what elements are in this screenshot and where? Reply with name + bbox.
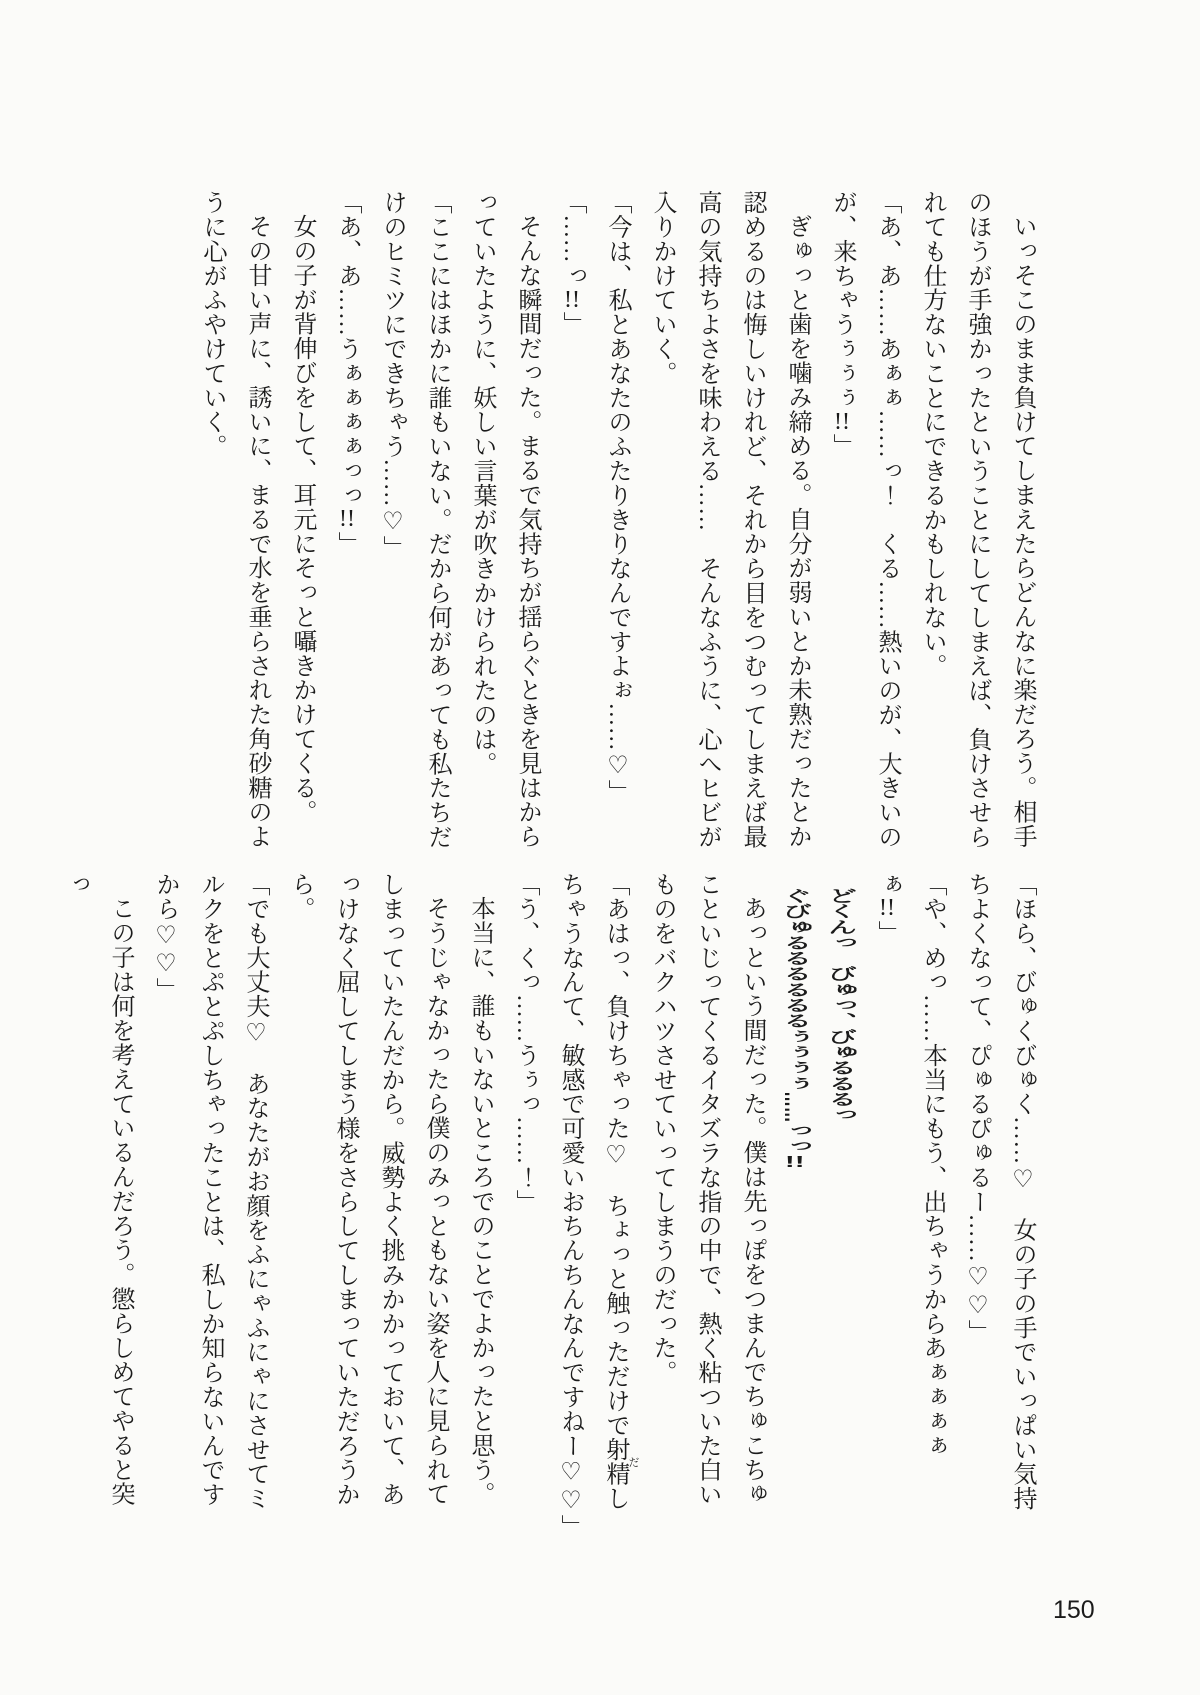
paragraph-dialogue: 「や、めっ……本当にもう、出ちゃうからあぁぁぁぁぁ!!」 [874, 872, 945, 1458]
paragraph-dialogue: 「今は、私とあなたのふたりきりなんですよぉ……♡」 [604, 190, 630, 804]
paragraph-sfx: ぐびゅるるるるるるぅぅぅぅ……っっ!! [778, 887, 812, 1170]
passage-bottom [62, 872, 1044, 1539]
paragraph-narration: いっそこのまま負けてしまえたらどんなに楽だろう。相手のほうが手強かったということにしてしまえば、負けさせられても仕方ないことにできるかもしれない。 [919, 190, 1035, 849]
paragraph-dialogue: 「ほら、びゅくびゅく……♡ 女の子の手でいっぱい気持ちよくなって、ぴゅるぴゅるー……♡♡」 [964, 872, 1035, 1511]
paragraph-narration: この子は何を考えているんだろう。懲らしめてやると突っ [62, 872, 133, 1506]
tate-chu-yoko: !! [339, 507, 355, 532]
paragraph-dialogue: 「でも大丈夫♡ あなたがお顔をふにゃふにゃにさせてミルクをとぷとぷしちゃったことは、私しか知らないんですから♡♡」 [152, 872, 268, 1511]
paragraph-dialogue: 「う、くっ……うぅっ……！」 [512, 872, 538, 1214]
tate-chu-yoko: !! [784, 1153, 805, 1170]
ruby-annotated-word: 射精 だ [602, 1437, 639, 1487]
tate-chu-yoko: !! [834, 409, 850, 434]
paragraph-narration: その甘い声に、誘いに、まるで水を垂らされた角砂糖のように心がふやけていく。 [199, 190, 270, 849]
paragraph-narration: ぎゅっと歯を噛み締める。自分が弱いとか未熟だったとか認めるのは悔しいけれど、それから目をつむってしまえば最高の気持ちよさを味わえる…… そんなふうに、心へヒビが入りかけていく。 [649, 190, 810, 849]
passage-top [180, 190, 1044, 850]
paragraph-narration: あっという間だった。僕は先っぽをつまんでちゅこちゅこといじってくるイタズラな指の中で、熱く粘ついた白いものをバクハツさせていってしまうのだった。 [649, 872, 765, 1507]
paragraph-narration: そうじゃなかったら僕のみっともない姿を人に見られてしまっていたんだから。威勢よく挑みかかっておいて、あっけなく屈してしまう様をさらしてしまっていただろうから。 [287, 872, 448, 1507]
tate-chu-yoko: !! [564, 287, 580, 312]
paragraph-narration: 本当に、誰もいないところでのことでよかったと思う。 [467, 896, 493, 1506]
page-number: 150 [1053, 1596, 1095, 1624]
paragraph-sfx: どくんっ びゅっ、びゅるるるっ [823, 887, 857, 1123]
paragraph-dialogue: 「ここにはほかに誰もいない。だから何があっても私たちだけのヒミツにできちゃう……♡」 [379, 190, 450, 849]
paragraph-dialogue: 「あ、あ……うぁぁぁぁっっ!!」 [334, 190, 360, 556]
paragraph-narration: そんな瞬間だった。まるで気持ちが揺らぐときを見はからっていたように、妖しい言葉が吹きかけられたのは。 [469, 190, 540, 849]
paragraph-dialogue: 「あ、あ……あぁぁ……っ！ くる……熱いのが、大きいのが、来ちゃうぅぅぅ!!」 [829, 190, 900, 849]
paragraph-narration: 女の子が背伸びをして、耳元にそっと囁きかけてくる。 [289, 214, 315, 824]
paragraph-dialogue: 「……っ!!」 [559, 190, 585, 337]
tate-chu-yoko: !! [879, 896, 895, 921]
paragraph-dialogue: 「あはっ、負けちゃった♡ ちょっと触っただけで射精 だしちゃうなんて、敏感で可愛いおちんちんなんですねー♡♡」 [557, 872, 639, 1539]
